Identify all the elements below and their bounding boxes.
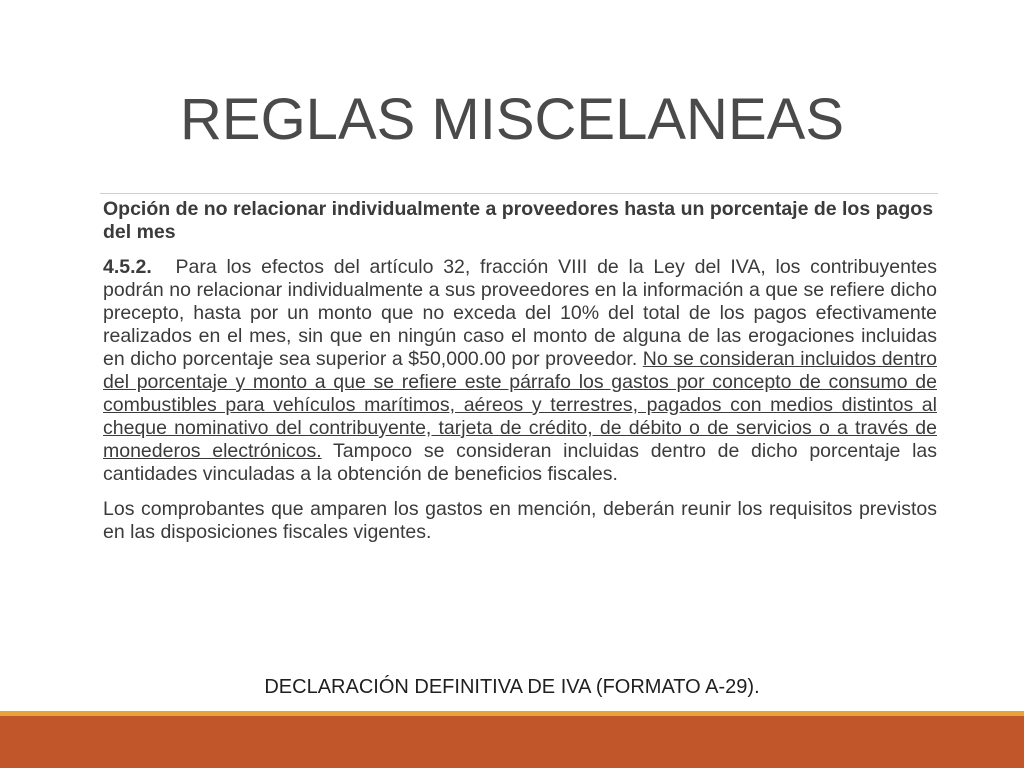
- rule-text-closing: Tampoco se consideran incluidas dentro de dicho porcentaje las cantidades vinculadas a la obtención de beneficios fiscales.: [103, 440, 937, 485]
- second-paragraph: Los comprobantes que amparen los gastos en mención, deberán reunir los requisitos previstos en las disposiciones fiscales vigentes.: [103, 498, 937, 543]
- slide-content: [103, 198, 937, 556]
- title-divider: [100, 193, 938, 194]
- rule-number: 4.5.2.: [103, 256, 152, 278]
- rule-text-intro: Para los efectos del artículo 32, fracción VIII de la Ley del IVA, los contribuyentes podrán no relacionar individualmente a sus proveedores en la información a que se refiere dicho precepto, hasta por un monto que no exceda del 10% del total de los pagos efectivamente realizados en el mes, sin que en ningún caso el monto de alguna de las erogaciones incluidas en dicho porcentaje sea superior a $50,000.00 por proveedor.: [103, 256, 938, 370]
- rule-paragraph: [103, 256, 937, 486]
- slide-title: REGLAS MISCELANEAS: [180, 87, 844, 152]
- section-heading: Opción de no relacionar individualmente a proveedores hasta un porcentaje de los pagos del mes: [103, 198, 934, 243]
- footer-accent-bar: [0, 716, 1024, 768]
- footer-caption: DECLARACIÓN DEFINITIVA DE IVA (FORMATO A-29).: [264, 676, 760, 698]
- rule-text-underlined: No se consideran incluidos dentro del porcentaje y monto a que se refiere este párrafo los gastos por concepto de consumo de combustibles para vehículos marítimos, aéreos y terrestres, pagados con medios distintos al cheque nominativo del contribuyente, tarjeta de crédito, de débito o de servicios o a través de monederos electrónicos.: [103, 348, 937, 462]
